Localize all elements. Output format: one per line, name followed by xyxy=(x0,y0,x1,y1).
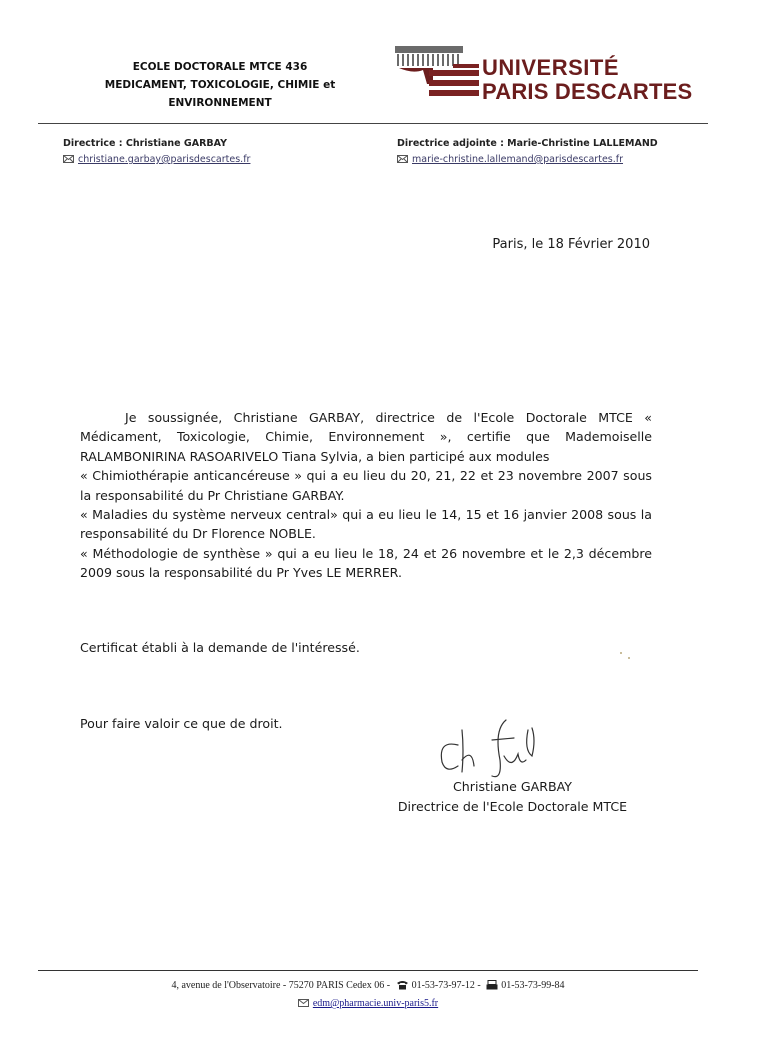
module-chimiotherapie: « Chimiothérapie anticancéreuse » qui a eu lieu du 20, 21, 22 et 23 novembre 2007 sous la responsabilité du Pr Christiane GARBAY. xyxy=(80,468,652,503)
university-line-1: UNIVERSITÉ xyxy=(482,55,620,80)
school-line-1: ECOLE DOCTORALE MTCE 436 xyxy=(132,61,308,73)
module-maladies: « Maladies du système nerveux central» qui a eu lieu le 14, 15 et 16 janvier 2008 sous la responsabilité du Dr Florence NOBLE. xyxy=(80,507,652,542)
signature-icon xyxy=(428,700,548,780)
school-line-2: MEDICAMENT, TOXICOLOGIE, CHIMIE et xyxy=(104,79,336,91)
envelope-icon xyxy=(298,999,309,1007)
envelope-icon xyxy=(63,155,74,163)
deputy-director-block xyxy=(397,136,658,168)
header-divider xyxy=(38,123,708,124)
envelope-icon xyxy=(397,155,408,163)
scan-speck xyxy=(620,652,622,654)
fax-icon xyxy=(486,980,498,990)
deputy-director-label: Directrice adjointe : Marie-Christine LALLEMAND xyxy=(397,138,658,149)
signer-name: Christiane GARBAY xyxy=(453,779,572,794)
module-methodologie: « Méthodologie de synthèse » qui a eu lieu le 18, 24 et 26 novembre et le 2,3 décembre 2009 sous la responsabilité du Pr Yves LE MERRER. xyxy=(80,545,652,581)
school-header xyxy=(90,58,350,112)
footer-phone: 01-53-73-97-12 - xyxy=(411,980,481,991)
university-name xyxy=(482,56,692,104)
closing-line: Pour faire valoir ce que de droit. xyxy=(80,716,283,731)
phone-icon xyxy=(396,980,409,990)
footer-email-link[interactable]: edm@pharmacie.univ-paris5.fr xyxy=(312,998,439,1009)
school-line-3: ENVIRONNEMENT xyxy=(168,97,272,109)
letter-date: Paris, le 18 Février 2010 xyxy=(492,237,650,252)
director-block xyxy=(63,136,250,168)
body-paragraph: Je soussignée, Christiane GARBAY, directrice de l'Ecole Doctorale MTCE « Médicament, Toxicologie, Chimie, Environnement », certifie que Mademoiselle RALAMBONIRINA RASOARIVELO Tiana Sylvia, a bien participé aux modules xyxy=(80,410,652,464)
director-label: Directrice : Christiane GARBAY xyxy=(63,138,227,149)
footer-divider xyxy=(38,970,698,971)
footer-fax: 01-53-73-99-84 xyxy=(501,980,565,991)
scan-speck xyxy=(628,657,630,659)
signer-title: Directrice de l'Ecole Doctorale MTCE xyxy=(397,799,628,814)
university-line-2: PARIS DESCARTES xyxy=(482,79,693,104)
signer-block xyxy=(360,777,665,817)
certificate-line: Certificat établi à la demande de l'intéressé. xyxy=(80,640,360,655)
footer xyxy=(38,977,698,1013)
letter-body xyxy=(80,408,652,583)
director-email-link[interactable]: christiane.garbay@parisdescartes.fr xyxy=(78,154,251,165)
footer-address: 4, avenue de l'Observatoire - 75270 PARIS Cedex 06 - xyxy=(171,980,391,991)
deputy-director-email-link[interactable]: marie-christine.lallemand@parisdescartes.fr xyxy=(412,154,624,165)
